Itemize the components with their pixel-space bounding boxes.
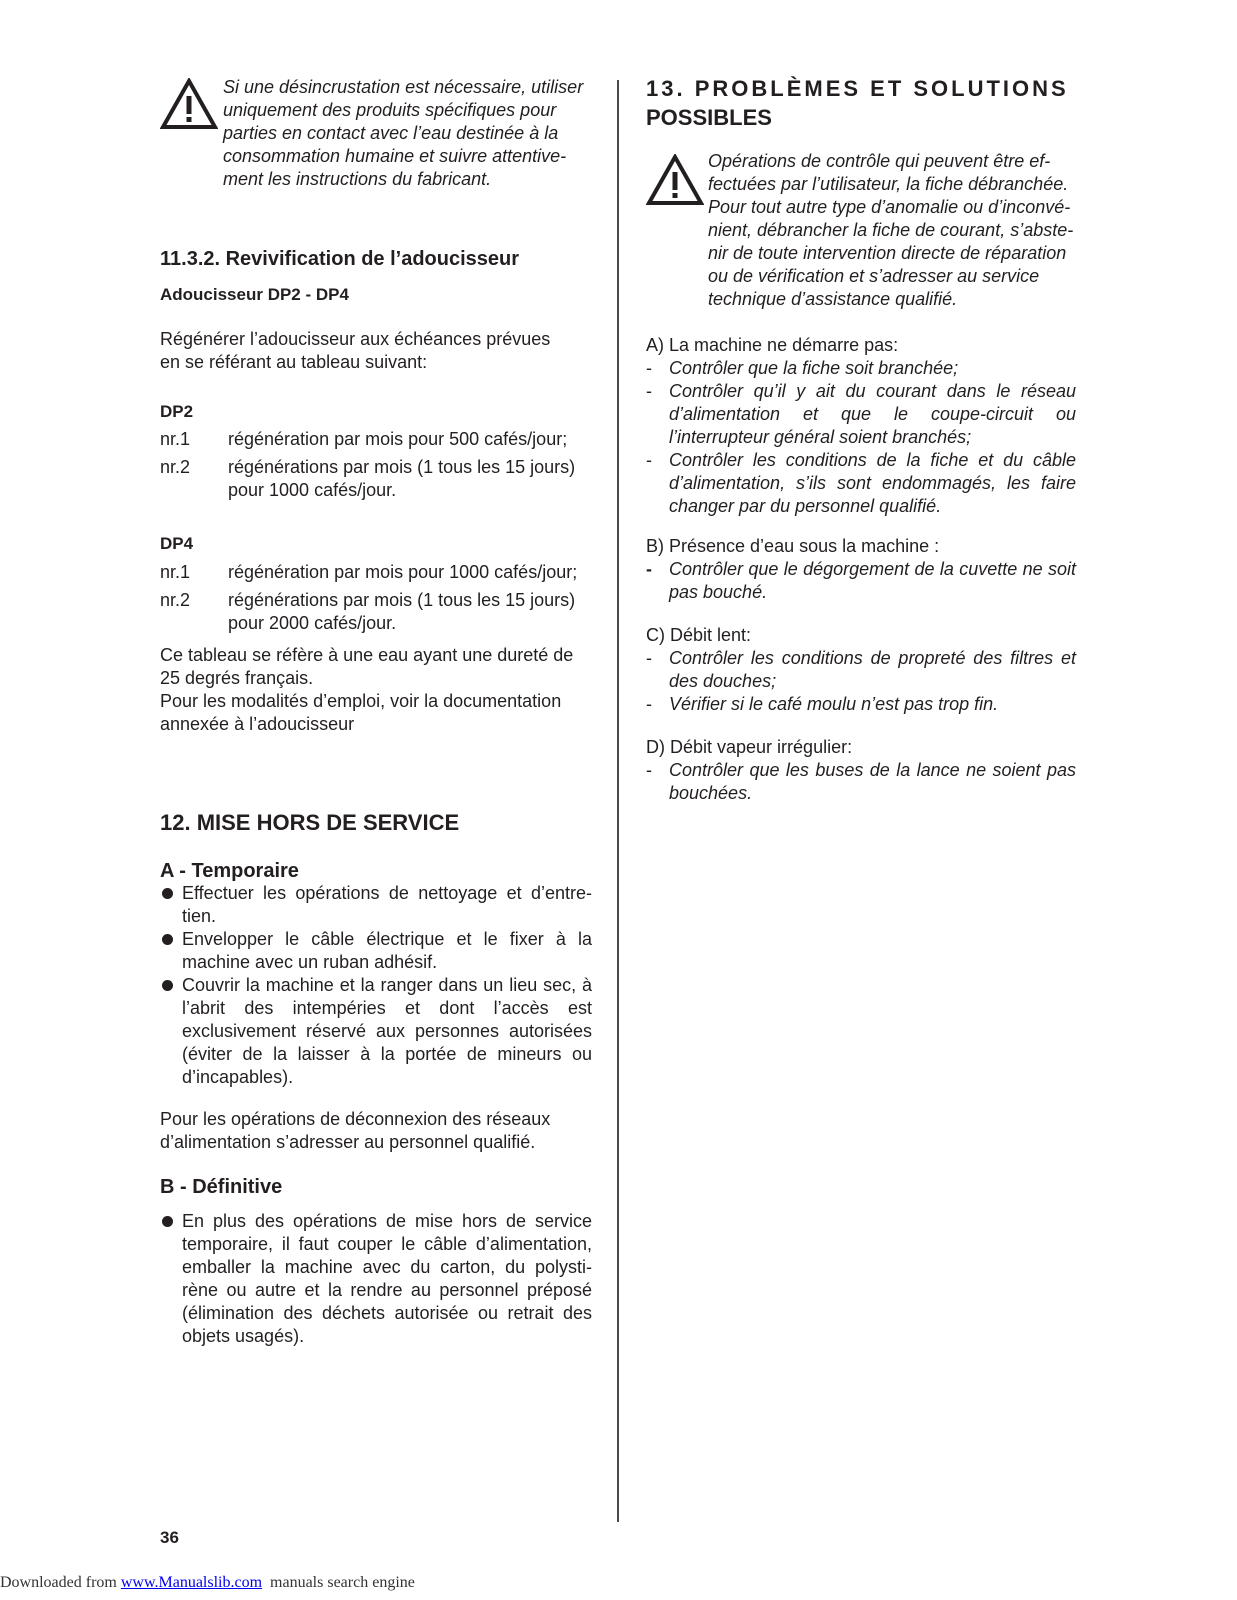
warning-block-descaling — [160, 78, 592, 198]
list-item-text: Contrôler que le dégorgement de la cuvette ne soit pas bouché. — [669, 559, 1076, 602]
page-number: 36 — [160, 1528, 179, 1547]
desc-line: pour 1000 cafés/jour. — [228, 480, 397, 500]
footer-suffix: manuals search engine — [262, 1574, 415, 1591]
dp2-row-1-nr: nr.1 — [160, 429, 191, 449]
warning-line: parties en contact avec l’eau destinée à la — [223, 123, 559, 143]
problem-heading: C) Débit lent: — [646, 625, 752, 645]
dp4-row-2-nr: nr.2 — [160, 590, 191, 610]
softener-note — [160, 644, 592, 736]
problem-checks — [646, 357, 1076, 518]
dp2-label: DP2 — [160, 402, 194, 421]
problem-checks — [646, 558, 1076, 604]
section-11-3-2-title: 11.3.2. Revivification de l’adoucisseur — [160, 248, 520, 270]
dp4-label: DP4 — [160, 534, 194, 553]
list-item-text: Contrôler qu’il y ait du courant dans le réseau d’alimentation et que le coupe-circuit ou l’interrupteur général soient branchés; — [669, 381, 1076, 447]
warning-line: consommation humaine et suivre attentive- — [223, 146, 567, 166]
list-item-text: En plus des opérations de mise hors de service temporaire, il faut couper le câble d’alimentation, emballer la machine avec du carton, du polysti-rène ou autre et la rendre au personnel préposé (élimination des déchets autorisée ou retrait des objets usagés). — [182, 1211, 592, 1346]
desc-line: régénérations par mois (1 tous les 15 jours) — [228, 590, 576, 610]
dash-icon: - — [646, 381, 652, 401]
warning-line: nir de toute intervention directe de réparation — [708, 243, 1067, 263]
problem-b — [646, 535, 1076, 604]
list-item — [160, 1210, 592, 1348]
intro-line: Régénérer l’adoucisseur aux échéances prévues — [160, 329, 551, 349]
dp2-row-2-nr: nr.2 — [160, 457, 191, 477]
dash-icon: - — [646, 559, 652, 579]
bullet-icon — [162, 934, 173, 945]
section-13-title-line-1: 13. PROBLÈMES ET SOLUTIONS — [646, 76, 1069, 101]
list-item-text: Contrôler que la fiche soit branchée; — [669, 358, 959, 378]
download-footer — [0, 1574, 415, 1592]
list-item — [646, 449, 1076, 518]
disconnection-note — [160, 1108, 592, 1154]
dp4-row-1-nr: nr.1 — [160, 562, 191, 582]
problem-c — [646, 624, 1076, 716]
dp2-row-2-desc — [228, 456, 575, 502]
list-item — [646, 759, 1076, 805]
section-12-title: 12. MISE HORS DE SERVICE — [160, 810, 460, 835]
problem-heading: D) Débit vapeur irrégulier: — [646, 737, 853, 757]
desc-line: pour 2000 cafés/jour. — [228, 613, 397, 633]
dash-icon: - — [646, 760, 652, 780]
warning-line: uniquement des produits spécifiques pour — [223, 100, 557, 120]
bullet-icon — [162, 1216, 173, 1227]
problem-heading: A) La machine ne démarre pas: — [646, 335, 899, 355]
warning-block-checks — [646, 151, 1076, 319]
problem-checks — [646, 759, 1076, 805]
intro-line: en se référant au tableau suivant: — [160, 352, 428, 372]
warning-triangle-icon — [646, 154, 704, 206]
problem-d — [646, 736, 1076, 805]
warning-line: ment les instructions du fabricant. — [223, 169, 492, 189]
temporary-list — [160, 882, 592, 1089]
dash-icon: - — [646, 358, 652, 378]
section-13-title-line-2: POSSIBLES — [646, 105, 772, 130]
bullet-icon — [162, 980, 173, 991]
warning-text — [223, 76, 592, 191]
problem-heading: B) Présence d’eau sous la machine : — [646, 536, 940, 556]
section-11-3-2-subtitle: Adoucisseur DP2 - DP4 — [160, 285, 349, 304]
list-item-text: Couvrir la machine et la ranger dans un lieu sec, à l’abrit des intempéries et dont l’accès est exclusivement réservé aux personnes autorisées (éviter de la laisser à la portée de mineurs ou d’incapables). — [182, 975, 592, 1087]
warning-line: ou de vérification et s’adresser au service — [708, 266, 1040, 286]
list-item — [646, 380, 1076, 449]
dash-icon: - — [646, 450, 652, 470]
column-divider — [617, 80, 619, 1522]
list-item — [160, 974, 592, 1089]
warning-line: Si une désincrustation est nécessaire, utiliser — [223, 77, 584, 97]
warning-line: Pour tout autre type d’anomalie ou d’inconvé- — [708, 197, 1071, 217]
definitive-title: B - Définitive — [160, 1176, 283, 1198]
warning-line: technique d’assistance qualifié. — [708, 289, 958, 309]
note-line: d’alimentation s’adresser au personnel qualifié. — [160, 1132, 536, 1152]
dp2-row-1-desc: régénération par mois pour 500 cafés/jour; — [228, 429, 568, 449]
list-item — [646, 693, 1076, 716]
list-item-text: Envelopper le câble électrique et le fixer à la machine avec un ruban adhésif. — [182, 929, 592, 972]
manualslib-link[interactable]: www.Manualslib.com — [120, 1574, 263, 1591]
list-item-text: Effectuer les opérations de nettoyage et d’entre-tien. — [182, 883, 592, 926]
note-line: annexée à l’adoucisseur — [160, 714, 355, 734]
dp4-row-1-desc: régénération par mois pour 1000 cafés/jour; — [228, 562, 578, 582]
note-line: Pour les modalités d’emploi, voir la documentation — [160, 691, 562, 711]
list-item — [646, 558, 1076, 604]
list-item — [160, 928, 592, 974]
note-line: Ce tableau se réfère à une eau ayant une dureté de — [160, 645, 574, 665]
temporary-title: A - Temporaire — [160, 860, 299, 882]
softener-intro — [160, 328, 592, 374]
footer-prefix: Downloaded from — [0, 1574, 121, 1591]
warning-line: nient, débrancher la fiche de courant, s’abste- — [708, 220, 1074, 240]
list-item-text: Contrôler les conditions de propreté des filtres et des douches; — [669, 648, 1076, 691]
bullet-icon — [162, 888, 173, 899]
list-item — [646, 647, 1076, 693]
dash-icon: - — [646, 694, 652, 714]
list-item — [646, 357, 1076, 380]
desc-line: régénérations par mois (1 tous les 15 jours) — [228, 457, 576, 477]
note-line: 25 degrés français. — [160, 668, 314, 688]
list-item-text: Contrôler les conditions de la fiche et du câble d’alimentation, s’ils sont endommagés, les faire changer par du personnel qualifié. — [669, 450, 1076, 516]
warning-triangle-icon — [160, 78, 218, 130]
dash-icon: - — [646, 648, 652, 668]
list-item — [160, 882, 592, 928]
warning-text — [708, 150, 1076, 311]
definitive-list — [160, 1210, 592, 1348]
list-item-text: Contrôler que les buses de la lance ne soient pas bouchées. — [669, 760, 1076, 803]
note-line: Pour les opérations de déconnexion des réseaux — [160, 1109, 551, 1129]
warning-line: Opérations de contrôle qui peuvent être ef- — [708, 151, 1051, 171]
list-item-text: Vérifier si le café moulu n’est pas trop fin. — [669, 694, 999, 714]
problem-checks — [646, 647, 1076, 716]
dp4-row-2-desc — [228, 589, 575, 635]
warning-line: fectuées par l’utilisateur, la fiche débranchée. — [708, 174, 1069, 194]
problem-a — [646, 334, 1076, 518]
